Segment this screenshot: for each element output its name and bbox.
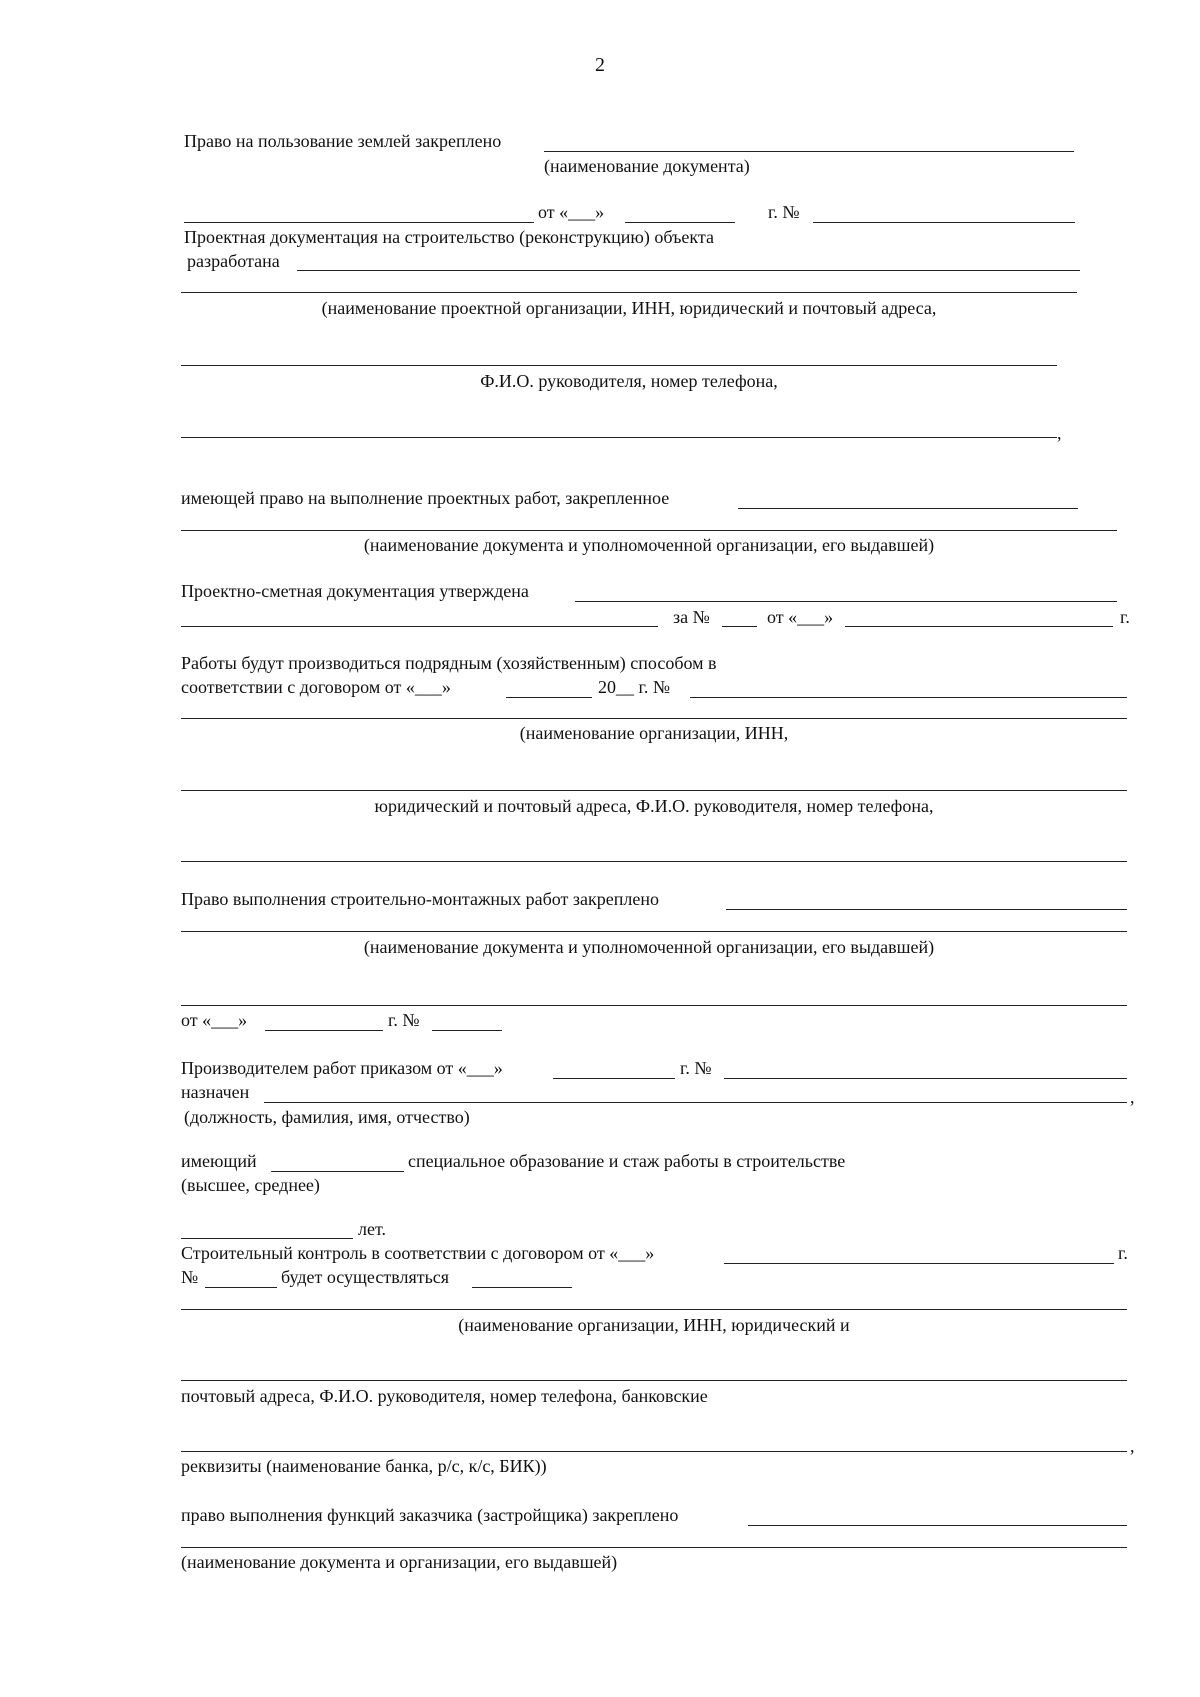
control-comma: , bbox=[1130, 1436, 1135, 1456]
construction-right-field-2[interactable] bbox=[181, 931, 1127, 932]
estimate-label: Проектно-сметная документация утверждена bbox=[181, 581, 529, 601]
land-document-field[interactable] bbox=[544, 151, 1074, 152]
control-performer-field[interactable] bbox=[472, 1287, 572, 1288]
construction-right-label: Право выполнения строительно-монтажных работ закреплено bbox=[181, 889, 659, 909]
control-contract-label: Строительный контроль в соответствии с договором от «___» bbox=[181, 1243, 655, 1263]
manager-years-field[interactable] bbox=[181, 1238, 353, 1239]
customer-right-label: право выполнения функций заказчика (застройщика) закреплено bbox=[181, 1505, 679, 1525]
land-number-field[interactable] bbox=[813, 222, 1075, 223]
estimate-from-label: от «___» bbox=[767, 607, 834, 627]
works-contract-number-field[interactable] bbox=[690, 697, 1127, 698]
estimate-field[interactable] bbox=[575, 601, 1117, 602]
control-number-label: № bbox=[181, 1267, 199, 1287]
control-organization-caption: (наименование организации, ИНН, юридический и bbox=[458, 1315, 850, 1335]
works-organization-field[interactable] bbox=[181, 718, 1127, 719]
manager-years-label: лет. bbox=[358, 1219, 386, 1239]
manager-order-date-field[interactable] bbox=[553, 1078, 675, 1079]
project-developed-label: разработана bbox=[187, 251, 280, 271]
design-right-caption: (наименование документа и уполномоченной организации, его выдавшей) bbox=[363, 535, 935, 555]
estimate-number-field[interactable] bbox=[722, 626, 757, 627]
land-document-number-field[interactable] bbox=[184, 222, 534, 223]
manager-order-number-label: г. № bbox=[680, 1058, 712, 1078]
project-organization-caption: (наименование проектной организации, ИНН, юридический и почтовый адреса, bbox=[321, 298, 937, 318]
works-organization-caption: (наименование организации, ИНН, bbox=[519, 723, 789, 743]
control-bank-field[interactable] bbox=[181, 1451, 1127, 1452]
land-document-caption: (наименование документа) bbox=[544, 156, 750, 176]
estimate-date-field[interactable] bbox=[845, 626, 1113, 627]
manager-appointed-label: назначен bbox=[181, 1082, 250, 1102]
project-organization-field[interactable] bbox=[297, 270, 1080, 271]
manager-order-label: Производителем работ приказом от «___» bbox=[181, 1058, 503, 1078]
control-organization-field[interactable] bbox=[181, 1309, 1127, 1310]
land-right-label: Право на пользование землей закреплено bbox=[184, 131, 502, 151]
page-number: 2 bbox=[595, 54, 605, 76]
design-right-field-2[interactable] bbox=[181, 530, 1117, 531]
works-phone-field[interactable] bbox=[181, 861, 1127, 862]
control-contract-date-field[interactable] bbox=[724, 1263, 1114, 1264]
construction-date-field[interactable] bbox=[265, 1030, 383, 1031]
estimate-authority-field[interactable] bbox=[181, 626, 658, 627]
construction-right-caption: (наименование документа и уполномоченной организации, его выдавшей) bbox=[363, 937, 935, 957]
estimate-number-label: за № bbox=[673, 607, 710, 627]
construction-year-number-label: г. № bbox=[388, 1010, 420, 1030]
manager-education-label: специальное образование и стаж работы в строительстве bbox=[408, 1151, 846, 1171]
manager-comma: , bbox=[1130, 1087, 1135, 1107]
estimate-year-label: г. bbox=[1120, 607, 1130, 627]
control-bank-caption: реквизиты (наименование банка, р/с, к/с, БИК)) bbox=[181, 1456, 547, 1476]
project-phone-field[interactable] bbox=[181, 437, 1057, 438]
construction-number-field[interactable] bbox=[432, 1030, 502, 1031]
works-contract-date-field[interactable] bbox=[506, 697, 592, 698]
control-number-field[interactable] bbox=[205, 1287, 277, 1288]
manager-name-caption: (должность, фамилия, имя, отчество) bbox=[184, 1107, 470, 1127]
design-right-label: имеющей право на выполнение проектных работ, закрепленное bbox=[181, 488, 670, 508]
project-organization-field-2[interactable] bbox=[181, 292, 1077, 293]
land-year-number-label: г. № bbox=[768, 202, 800, 222]
control-year-label: г. bbox=[1118, 1243, 1128, 1263]
project-manager-caption: Ф.И.О. руководителя, номер телефона, bbox=[480, 371, 778, 391]
works-contract-year-label: 20__ г. № bbox=[598, 677, 671, 697]
project-comma: , bbox=[1057, 423, 1062, 443]
land-date-field[interactable] bbox=[625, 222, 735, 223]
works-address-field[interactable] bbox=[181, 790, 1127, 791]
project-doc-label: Проектная документация на строительство (реконструкцию) объекта bbox=[184, 227, 714, 247]
control-will-be-label: будет осуществляться bbox=[281, 1267, 450, 1287]
customer-right-caption: (наименование документа и организации, его выдавшей) bbox=[181, 1552, 618, 1572]
works-address-caption: юридический и почтовый адреса, Ф.И.О. руководителя, номер телефона, bbox=[374, 796, 934, 816]
design-right-field[interactable] bbox=[738, 508, 1078, 509]
control-address-field[interactable] bbox=[181, 1380, 1127, 1381]
customer-right-field-2[interactable] bbox=[181, 1547, 1127, 1548]
manager-education-field[interactable] bbox=[271, 1171, 404, 1172]
manager-having-label: имеющий bbox=[181, 1151, 257, 1171]
works-method-label: Работы будут производиться подрядным (хозяйственным) способом в bbox=[181, 653, 717, 673]
land-from-label: от «___» bbox=[538, 202, 605, 222]
manager-education-caption: (высшее, среднее) bbox=[181, 1175, 320, 1195]
project-manager-field[interactable] bbox=[181, 365, 1057, 366]
manager-order-number-field[interactable] bbox=[724, 1078, 1127, 1079]
construction-right-field[interactable] bbox=[726, 909, 1127, 910]
customer-right-field[interactable] bbox=[748, 1525, 1127, 1526]
construction-right-field-3[interactable] bbox=[181, 1005, 1127, 1006]
manager-name-field[interactable] bbox=[264, 1102, 1127, 1103]
construction-from-label: от «___» bbox=[181, 1010, 248, 1030]
works-contract-label: соответствии с договором от «___» bbox=[181, 677, 451, 697]
control-address-caption: почтовый адреса, Ф.И.О. руководителя, номер телефона, банковские bbox=[181, 1386, 708, 1406]
